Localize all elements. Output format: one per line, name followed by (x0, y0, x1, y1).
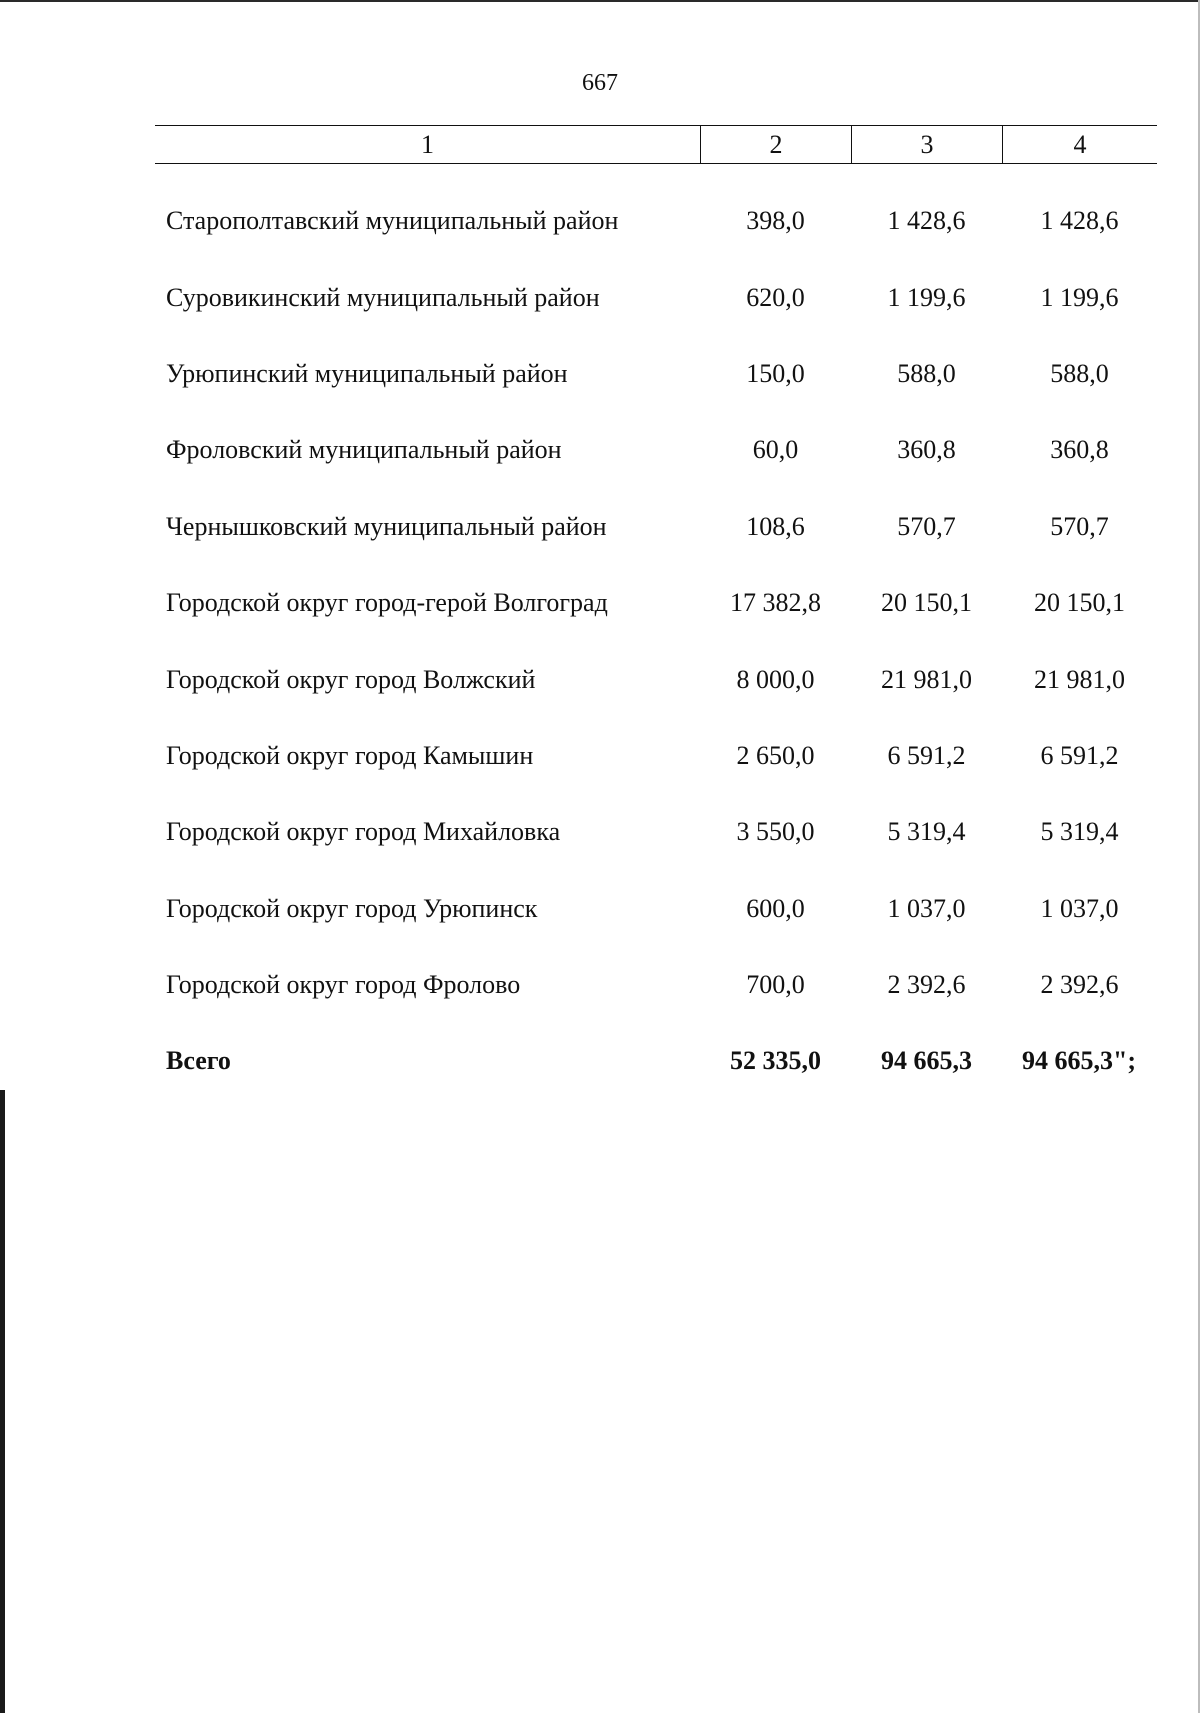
row-name: Городской округ город-герой Волгоград (166, 588, 608, 618)
table-row (155, 259, 1157, 335)
row-value-3: 588,0 (897, 358, 956, 388)
row-value-4: 360,8 (1050, 435, 1109, 465)
column-header-1: 1 (421, 129, 434, 159)
table-header (155, 125, 1157, 164)
table-row (155, 718, 1157, 794)
row-value-3: 20 150,1 (881, 588, 972, 618)
table-row (155, 336, 1157, 412)
data-table (155, 125, 1157, 1100)
row-value-3: 1 428,6 (887, 206, 966, 236)
table-row (155, 489, 1157, 565)
row-value-4: 20 150,1 (1034, 588, 1125, 618)
row-value-3: 2 392,6 (887, 970, 966, 1000)
row-value-4: 588,0 (1050, 358, 1109, 388)
row-value-2: 600,0 (746, 893, 805, 923)
row-value-2: 108,6 (746, 511, 805, 541)
row-value-2: 17 382,8 (730, 588, 821, 618)
scan-edge-top (0, 0, 1200, 2)
row-name: Городской округ город Камышин (166, 740, 534, 770)
row-value-3: 21 981,0 (881, 664, 972, 694)
row-name: Чернышковский муниципальный район (166, 511, 607, 541)
row-value-2: 620,0 (746, 282, 805, 312)
row-value-2: 398,0 (746, 206, 805, 236)
row-value-3: 5 319,4 (887, 817, 966, 847)
row-value-4: 1 428,6 (1040, 206, 1119, 236)
table-row (155, 412, 1157, 488)
total-label: Всего (166, 1046, 231, 1076)
row-name: Городской округ город Урюпинск (166, 893, 538, 923)
row-value-4: 5 319,4 (1040, 817, 1119, 847)
row-value-2: 60,0 (752, 435, 799, 465)
table-row (155, 565, 1157, 641)
row-value-3: 570,7 (897, 511, 956, 541)
row-name: Городской округ город Фролово (166, 970, 521, 1000)
row-name: Старополтавский муниципальный район (166, 206, 619, 236)
table-row (155, 183, 1157, 259)
row-value-4: 1 037,0 (1040, 893, 1119, 923)
row-value-3: 1 037,0 (887, 893, 966, 923)
total-row (155, 1023, 1157, 1099)
table-row (155, 947, 1157, 1023)
table-row (155, 794, 1157, 870)
column-header-4: 4 (1002, 126, 1157, 163)
row-value-4: 1 199,6 (1040, 282, 1119, 312)
page-number: 667 (582, 70, 618, 96)
row-value-3: 360,8 (897, 435, 956, 465)
row-value-2: 8 000,0 (736, 664, 815, 694)
table-row (155, 641, 1157, 717)
row-value-2: 700,0 (746, 970, 805, 1000)
row-value-2: 150,0 (746, 358, 805, 388)
row-value-4: 2 392,6 (1040, 970, 1119, 1000)
table-body (155, 183, 1157, 1100)
row-value-2: 3 550,0 (736, 817, 815, 847)
row-name: Городской округ город Михайловка (166, 817, 561, 847)
row-name: Фроловский муниципальный район (166, 435, 562, 465)
total-value-3: 94 665,3 (881, 1046, 972, 1076)
row-value-4: 570,7 (1050, 511, 1109, 541)
row-name: Городской округ город Волжский (166, 664, 536, 694)
table-row (155, 871, 1157, 947)
row-value-3: 6 591,2 (887, 740, 966, 770)
column-header-2: 2 (700, 126, 851, 163)
column-header-3: 3 (851, 126, 1002, 163)
row-value-3: 1 199,6 (887, 282, 966, 312)
total-value-4: 94 665,3"; (1022, 1046, 1137, 1076)
total-value-2: 52 335,0 (730, 1046, 821, 1076)
row-value-2: 2 650,0 (736, 740, 815, 770)
row-value-4: 6 591,2 (1040, 740, 1119, 770)
row-name: Урюпинский муниципальный район (166, 358, 568, 388)
row-value-4: 21 981,0 (1034, 664, 1125, 694)
row-name: Суровикинский муниципальный район (166, 282, 600, 312)
scan-edge-left (0, 1090, 5, 1713)
